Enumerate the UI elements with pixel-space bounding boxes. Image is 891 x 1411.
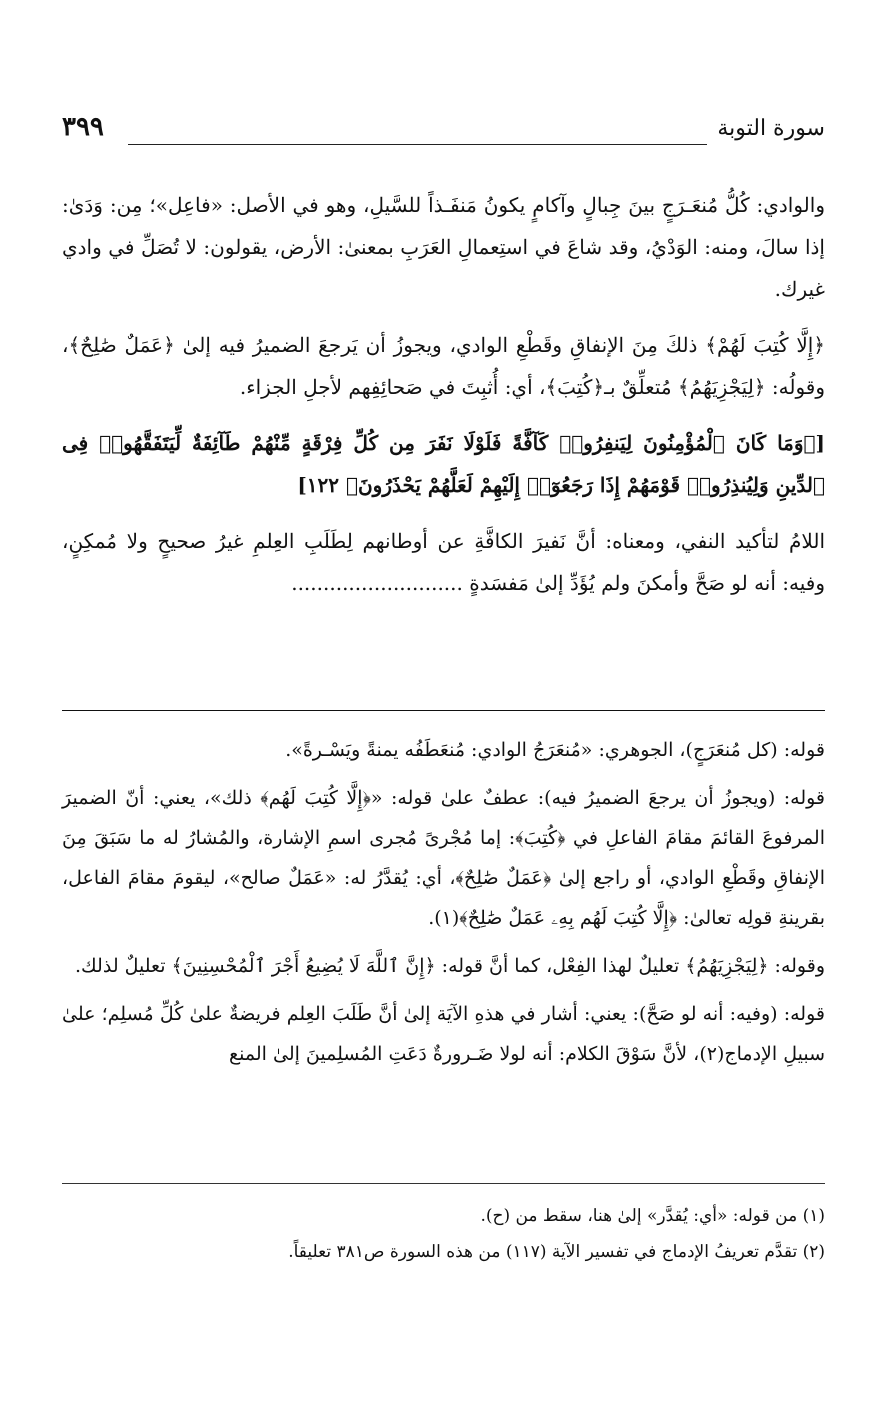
page-header	[62, 112, 825, 152]
footnote-1: (١) من قوله: «أي: يُقدَّر» إلىٰ هنا، سقط من (ح).	[480, 1206, 825, 1226]
footnotes	[62, 1200, 825, 1272]
commentary-paragraph-1: قوله: (كل مُنعَرَجٍ)، الجوهري: «مُنعَرَجُ الوادي: مُنعَطَفُه يمنةً ويَسْـرةً».	[285, 739, 825, 761]
surah-name: سورة التوبة	[717, 116, 825, 141]
commentary-paragraph-3: وقوله: ﴿لِيَجْزِيَهُمُ﴾ تعليلٌ لهذا الفِعْل، كما أنَّ قوله: ﴿إِنَّ ٱللَّهَ لَا يُضِيعُ أَجْرَ ٱلْمُحْسِنِينَ﴾ تعليلٌ لذلك.	[75, 955, 825, 977]
footnote-2: (٢) تقدَّم تعريفُ الإدماج في تفسير الآية (١١٧) من هذه السورة ص٣٨١ تعليقاً.	[288, 1242, 825, 1262]
quran-verse: [﴿وَمَا كَانَ ٱلْمُؤْمِنُونَ لِيَنفِرُوا۟ كَآفَّةً فَلَوْلَا نَفَرَ مِن كُلِّ فِرْقَةٍ مِّنْهُمْ طَآئِفَةٌ لِّيَتَفَقَّهُوا۟ فِى ٱلدِّينِ وَلِيُنذِرُوا۟ قَوْمَهُمْ إِذَا رَجَعُوٓا۟ إِلَيْهِمْ لَعَلَّهُمْ يَحْذَرُونَ﴾ ١٢٢]	[62, 431, 825, 497]
commentary-paragraph-2: قوله: (ويجوزُ أن يرجعَ الضميرُ فيه): عطفٌ علىٰ قوله: «﴿إِلَّا كُتِبَ لَهُم﴾ ذلك»، يعني: أنّ الضميرَ المرفوعَ القائمَ مقامَ الفاعلِ في ﴿كُتِبَ﴾: إما مُجْرىً مُجرى اسمِ الإشارة، والمُشارُ له ما سَبَقَ مِنَ الإنفاقِ وقَطْعِ الوادي، أو راجع إلىٰ ﴿عَمَلٌ صَٰلِحٌ﴾، أي: يُقدَّرُ له: «عَمَلٌ صالح»، ليقومَ مقامَ الفاعل، بقرينةِ قولِه تعالىٰ: ﴿إِلَّا كُتِبَ لَهُم بِهِۦ عَمَلٌ صَٰلِحٌ﴾(١).	[62, 787, 825, 929]
header-rule	[128, 144, 707, 145]
footnote-divider	[62, 1183, 825, 1184]
page-number: ٣٩٩	[62, 112, 104, 142]
main-text	[62, 184, 825, 618]
main-paragraph-1: والوادي: كُلُّ مُنعَـرَجٍ بينَ جِبالٍ وآكامٍ يكونُ مَنفَـذاً للسَّيلِ، وهو في الأصل: «فاعِل»؛ مِن: وَدَىٰ: إذا سالَ، ومنه: الوَدْيُ، وقد شاعَ في استِعمالِ العَرَبِ بمعنىٰ: الأرض، يقولون: لا تُصَلِّ في وادي غيرك.	[62, 193, 825, 301]
commentary-paragraph-4: قوله: (وفيه: أنه لو صَحَّ): يعني: أشار في هذهِ الآيَة إلىٰ أنَّ طَلَبَ العِلم فريضةٌ علىٰ كُلِّ مُسلِم؛ علىٰ سبيلِ الإدماج(٢)، لأنَّ سَوْقَ الكلام: أنه لولا ضَـرورةٌ دَعَتِ المُسلِمينَ إلىٰ المنع	[62, 1003, 825, 1065]
main-divider	[62, 710, 825, 711]
main-paragraph-2: ﴿إِلَّا كُتِبَ لَهُمْ﴾ ذلكَ مِنَ الإنفاقِ وقَطْعِ الوادي، ويجوزُ أن يَرجعَ الضميرُ فيه إلىٰ ﴿عَمَلٌ صَٰلِحٌ﴾، وقولُه: ﴿لِيَجْزِيَهُمُ﴾ مُتعلِّقٌ بـ﴿كُتِبَ﴾، أي: أُثبِتَ في صَحائِفِهم لأجلِ الجزاء.	[62, 333, 825, 399]
commentary-section	[62, 730, 825, 1082]
main-paragraph-3: اللامُ لتأكيد النفي، ومعناه: أنَّ نَفيرَ الكافَّةِ عن أوطانهم لِطَلَبِ العِلمِ غيرُ صحيحٍ ولا مُمكِنٍ، وفيه: أنه لو صَحَّ وأمكنَ ولم يُؤَدِّ إلىٰ مَفسَدةٍ ...........................	[62, 529, 825, 595]
